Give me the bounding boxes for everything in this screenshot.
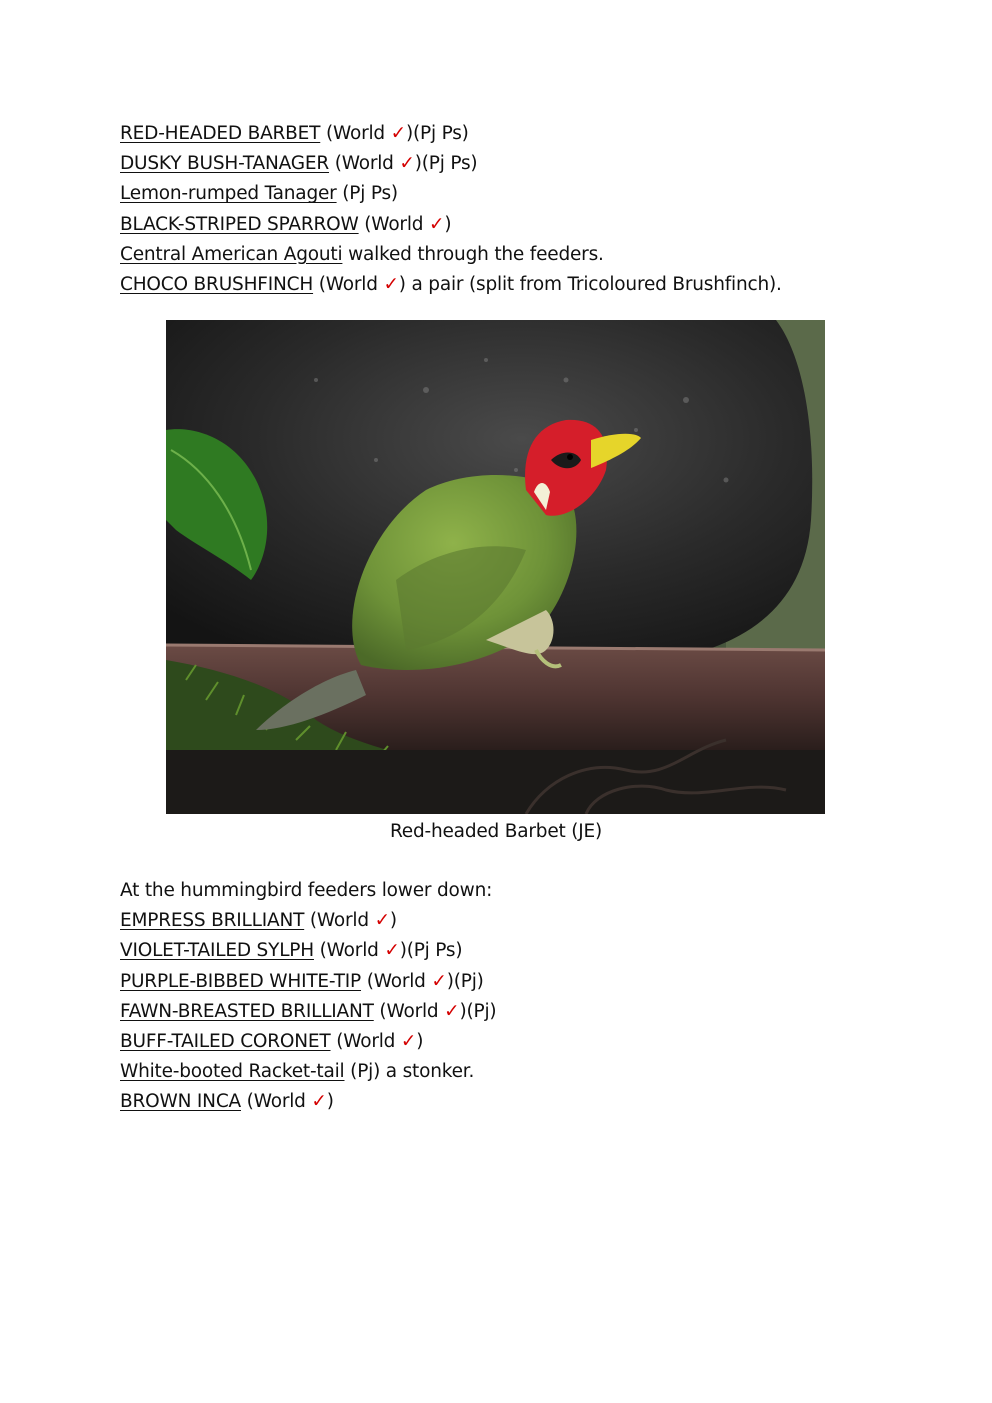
species-name: FAWN-BREASTED BRILLIANT <box>120 1000 374 1022</box>
list-item: BROWN INCA (World ✓) <box>120 1091 334 1113</box>
species-list-hummingbirds <box>120 876 496 1118</box>
check-icon: ✓ <box>390 123 406 144</box>
list-item: RED-HEADED BARBET (World ✓)(Pj Ps) <box>120 123 469 144</box>
photo-caption: Red-headed Barbet (JE) <box>389 821 603 842</box>
species-name: VIOLET-TAILED SYLPH <box>120 940 314 962</box>
list-item: VIOLET-TAILED SYLPH (World ✓)(Pj Ps) <box>120 940 463 962</box>
check-icon: ✓ <box>400 1030 417 1052</box>
check-icon: ✓ <box>383 273 399 295</box>
species-name: White-booted Racket-tail <box>120 1061 345 1083</box>
list-item: Lemon-rumped Tanager (Pj Ps) <box>120 183 398 205</box>
species-name: BUFF-TAILED CORONET <box>120 1030 331 1052</box>
species-name: DUSKY BUSH-TANAGER <box>120 153 330 175</box>
list-item: DUSKY BUSH-TANAGER (World ✓)(Pj Ps) <box>120 153 478 175</box>
species-name: CHOCO BRUSHFINCH <box>120 273 314 295</box>
section-intro: At the hummingbird feeders lower down: <box>120 880 493 901</box>
check-icon: ✓ <box>444 1000 460 1022</box>
species-list-top <box>120 119 782 300</box>
list-item: PURPLE-BIBBED WHITE-TIP (World ✓)(Pj) <box>120 970 484 992</box>
list-item: BLACK-STRIPED SPARROW (World ✓) <box>120 213 452 235</box>
bird-photo <box>166 320 825 814</box>
species-name: Central American Agouti <box>120 243 343 265</box>
list-item: CHOCO BRUSHFINCH (World ✓) a pair (split from Tricoloured Brushfinch). <box>120 273 782 295</box>
species-name: Lemon-rumped Tanager <box>120 183 337 205</box>
check-icon: ✓ <box>311 1091 327 1113</box>
check-icon: ✓ <box>399 153 415 175</box>
list-item: White-booted Racket-tail (Pj) a stonker. <box>120 1061 475 1083</box>
list-item: EMPRESS BRILLIANT (World ✓) <box>120 910 397 932</box>
species-name: RED-HEADED BARBET <box>120 123 321 144</box>
check-icon: ✓ <box>431 970 447 992</box>
list-item: FAWN-BREASTED BRILLIANT (World ✓)(Pj) <box>120 1000 497 1022</box>
check-icon: ✓ <box>384 940 400 962</box>
species-name: BROWN INCA <box>120 1091 241 1113</box>
check-icon: ✓ <box>374 910 390 932</box>
list-item: BUFF-TAILED CORONET (World ✓) <box>120 1030 424 1052</box>
list-item: Central American Agouti walked through the feeders. <box>120 243 604 265</box>
species-name: EMPRESS BRILLIANT <box>120 910 305 932</box>
species-name: BLACK-STRIPED SPARROW <box>120 213 359 235</box>
check-icon: ✓ <box>429 213 445 235</box>
species-name: PURPLE-BIBBED WHITE-TIP <box>120 970 362 992</box>
